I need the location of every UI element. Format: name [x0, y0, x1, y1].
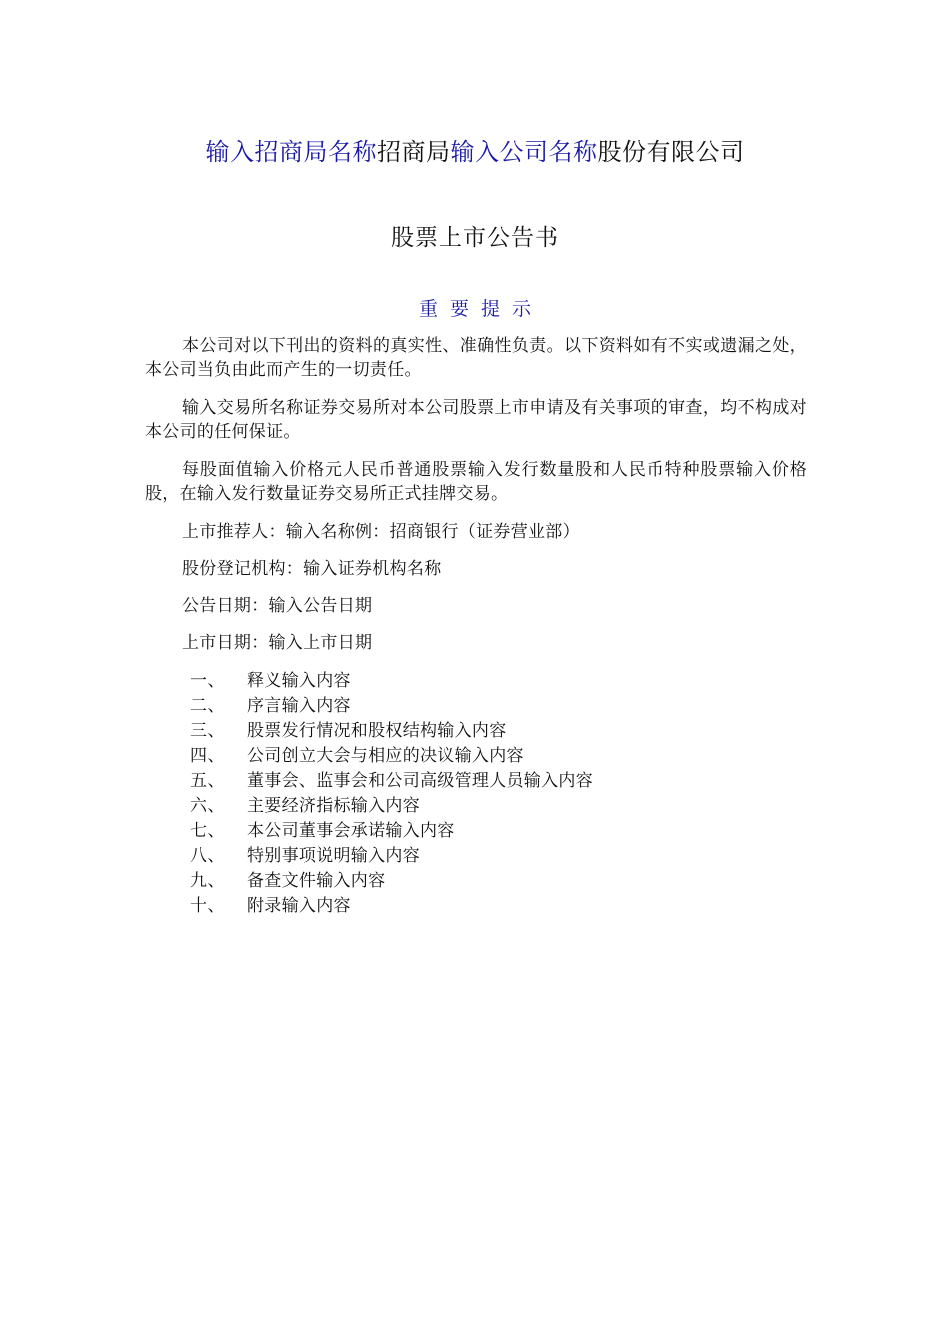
toc-item-text: 董事会、监事会和公司高级管理人员输入内容: [247, 771, 593, 791]
share-registrar: 股份登记机构：输入证券机构名称: [182, 559, 442, 579]
toc-item-number: 十、: [190, 896, 225, 916]
table-of-contents: [190, 669, 593, 919]
notice-paragraph-3: 每股面值输入价格元人民币普通股票输入发行数量股和人民币特种股票输入价格股，在输入发行数量证券交易所正式挂牌交易。: [145, 460, 807, 504]
toc-item: [190, 719, 593, 744]
toc-item-text: 股票发行情况和股权结构输入内容: [247, 721, 507, 741]
toc-item-number: 一、: [190, 671, 225, 691]
toc-item-text: 主要经济指标输入内容: [247, 796, 420, 816]
toc-item: [190, 844, 593, 869]
listing-date: 上市日期：输入上市日期: [182, 633, 373, 653]
company-name-fixed-2: 股份有限公司: [597, 138, 745, 166]
company-title: [0, 132, 950, 167]
toc-item: [190, 794, 593, 819]
toc-item-text: 序言输入内容: [247, 696, 351, 716]
toc-item: [190, 894, 593, 919]
toc-item-text: 备查文件输入内容: [247, 871, 386, 891]
company-name-fixed-1: 招商局: [377, 138, 451, 166]
listing-sponsor: 上市推荐人：输入名称例：招商银行（证券营业部）: [182, 522, 580, 542]
toc-item: [190, 744, 593, 769]
toc-item-text: 附录输入内容: [247, 896, 351, 916]
toc-item: [190, 869, 593, 894]
toc-item-number: 八、: [190, 846, 225, 866]
toc-item: [190, 669, 593, 694]
toc-item-number: 三、: [190, 721, 225, 741]
company-name-placeholder-1: 输入招商局名称: [205, 138, 377, 166]
toc-item: [190, 769, 593, 794]
announcement-date: 公告日期：输入公告日期: [182, 596, 373, 616]
toc-item-number: 四、: [190, 746, 225, 766]
toc-item-number: 五、: [190, 771, 225, 791]
toc-item-number: 二、: [190, 696, 225, 716]
company-name-placeholder-2: 输入公司名称: [450, 138, 598, 166]
toc-item-number: 九、: [190, 871, 225, 891]
toc-item-number: 六、: [190, 796, 225, 816]
toc-item-text: 本公司董事会承诺输入内容: [247, 821, 455, 841]
toc-item-text: 公司创立大会与相应的决议输入内容: [247, 746, 524, 766]
toc-item-number: 七、: [190, 821, 225, 841]
toc-item-text: 特别事项说明输入内容: [247, 846, 420, 866]
document-title: 股票上市公告书: [391, 225, 559, 251]
notice-heading: 重要提示: [418, 298, 543, 320]
notice-paragraph-1: 本公司对以下刊出的资料的真实性、准确性负责。以下资料如有不实或遗漏之处，本公司当负由此而产生的一切责任。: [145, 336, 807, 380]
toc-item: [190, 819, 593, 844]
toc-item: [190, 694, 593, 719]
toc-item-text: 释义输入内容: [247, 671, 351, 691]
notice-paragraph-2: 输入交易所名称证券交易所对本公司股票上市申请及有关事项的审查，均不构成对本公司的任何保证。: [145, 398, 807, 442]
